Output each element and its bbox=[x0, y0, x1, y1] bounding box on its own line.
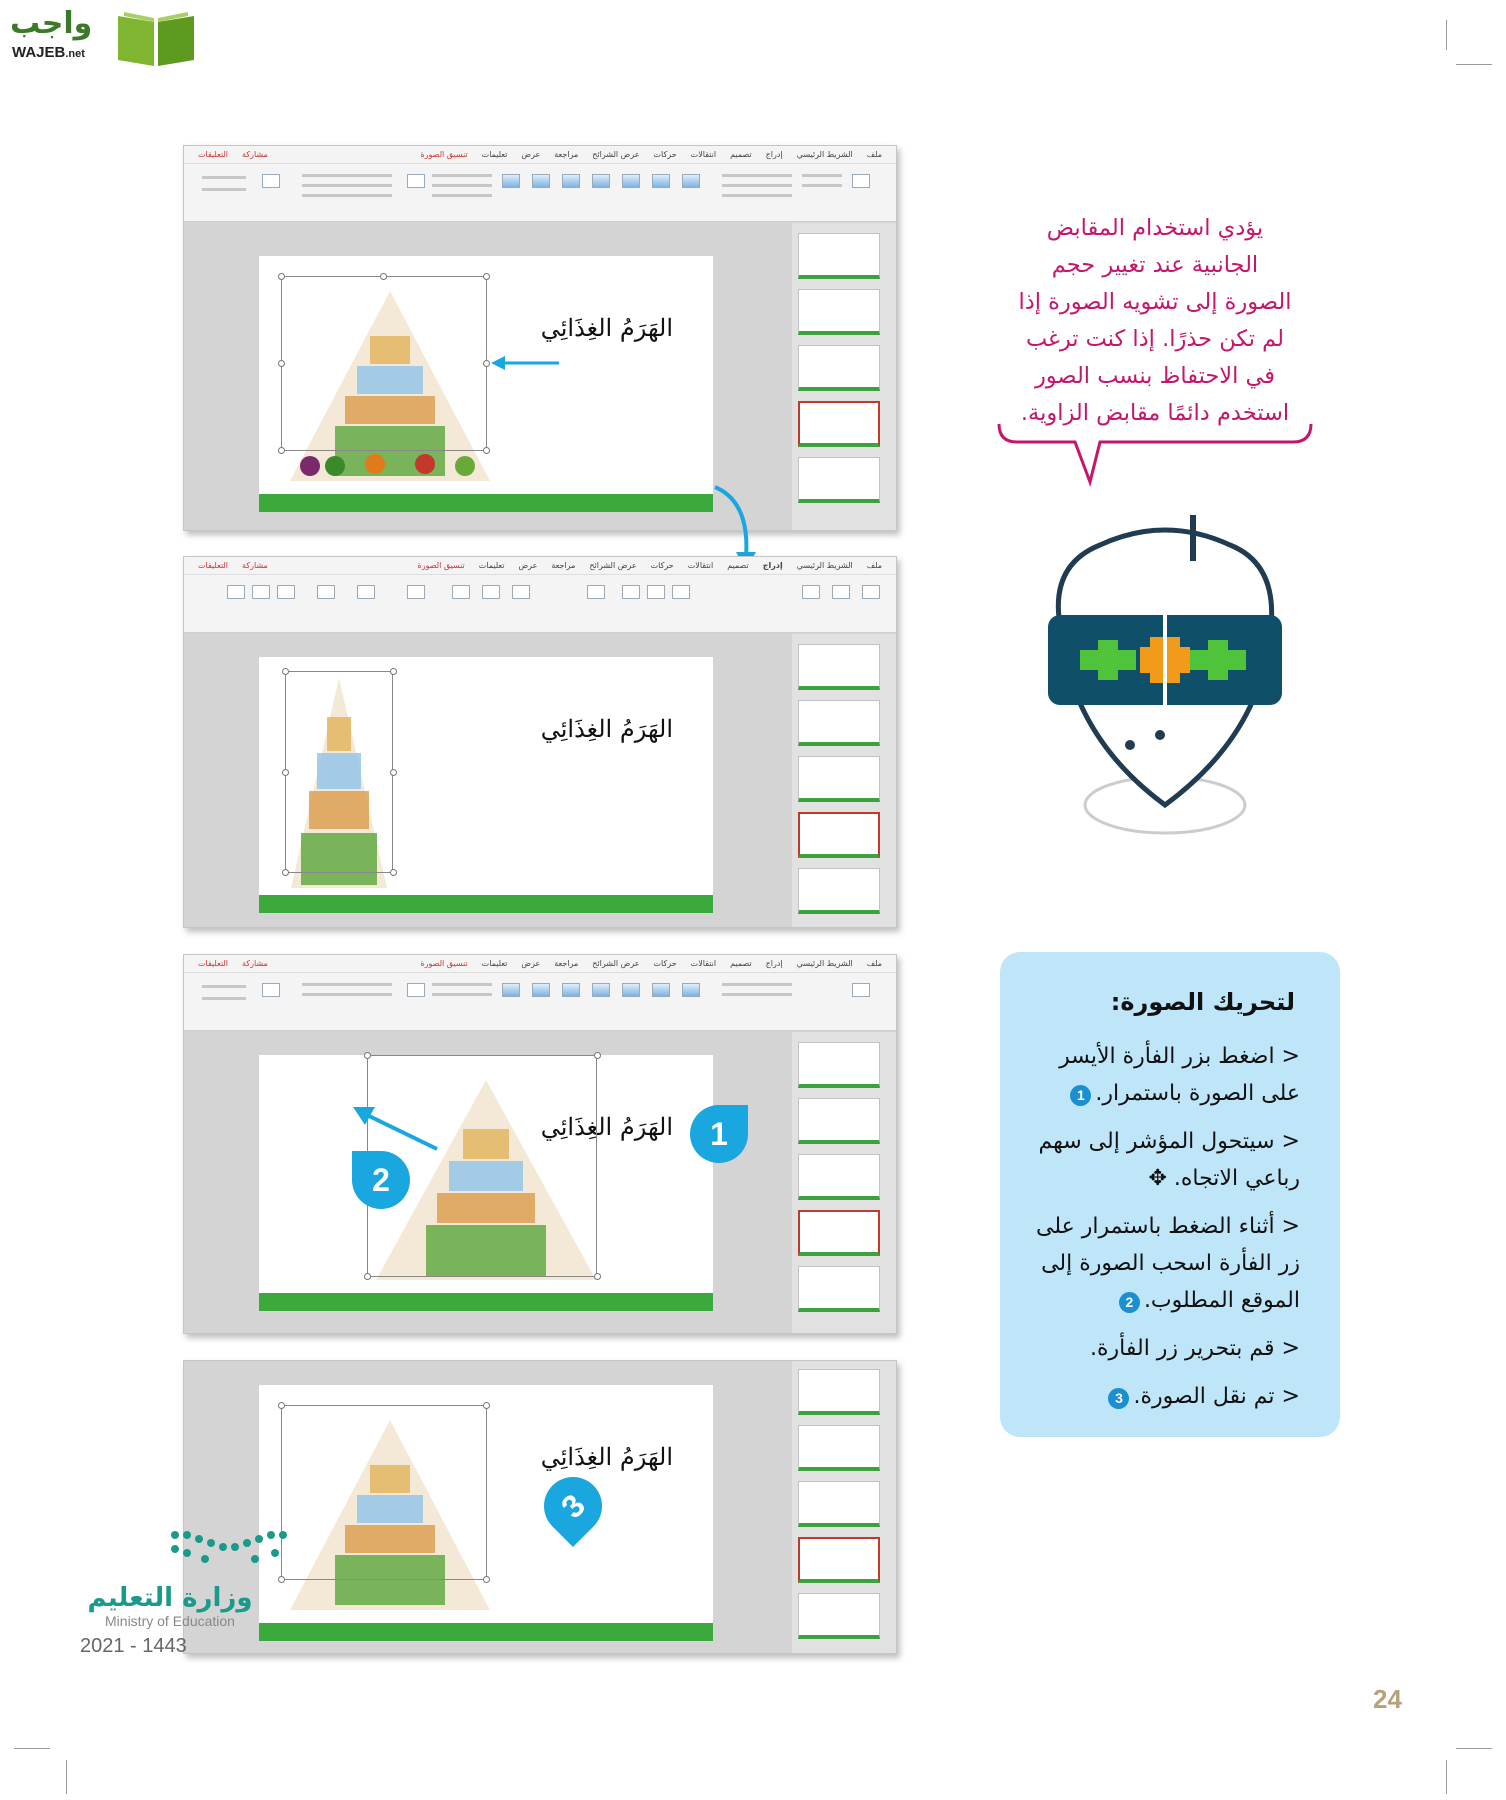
tab-help[interactable]: تعليمات bbox=[481, 959, 508, 968]
note-line: يؤدي استخدام المقابض bbox=[1046, 215, 1264, 241]
tab-review[interactable]: مراجعة bbox=[554, 150, 579, 159]
slide-thumb[interactable] bbox=[798, 1042, 880, 1088]
textbox-icon[interactable] bbox=[407, 585, 425, 599]
symbols-icon[interactable] bbox=[317, 585, 335, 599]
resize-handle[interactable] bbox=[278, 360, 285, 367]
ribbon bbox=[184, 557, 896, 633]
crop-icon[interactable] bbox=[262, 983, 280, 997]
resize-handle[interactable] bbox=[390, 869, 397, 876]
link-icon[interactable] bbox=[512, 585, 530, 599]
picture-style-icon[interactable] bbox=[562, 983, 580, 997]
wordart-icon[interactable] bbox=[357, 585, 375, 599]
slide-thumb-selected[interactable] bbox=[798, 1210, 880, 1256]
slide-canvas bbox=[259, 657, 713, 913]
ministry-name-ar: وزارة التعليم bbox=[87, 1583, 253, 1613]
picture-style-icon[interactable] bbox=[652, 174, 670, 188]
new-slide-icon[interactable] bbox=[862, 585, 880, 599]
tab-home[interactable]: الشريط الرئيسي bbox=[796, 561, 853, 570]
video-icon[interactable] bbox=[277, 585, 295, 599]
steps-panel bbox=[1000, 952, 1340, 1437]
slide-thumb[interactable] bbox=[798, 868, 880, 914]
screenshot-2 bbox=[183, 556, 897, 928]
slide-thumb[interactable] bbox=[798, 345, 880, 391]
tab-home[interactable]: الشريط الرئيسي bbox=[796, 959, 853, 968]
alt-text-icon[interactable] bbox=[407, 174, 425, 188]
slide-green-bar bbox=[259, 1293, 713, 1311]
slide-title[interactable]: الهَرَمُ الغِذَائِي bbox=[540, 1113, 673, 1141]
ribbon-tools bbox=[192, 579, 888, 625]
slide-canvas bbox=[259, 256, 713, 512]
ribbon-tools bbox=[192, 168, 888, 214]
slide-thumb[interactable] bbox=[798, 457, 880, 503]
crop-mark bbox=[1456, 64, 1492, 65]
note-line: في الاحتفاظ بنسب الصور bbox=[1034, 363, 1276, 389]
3d-models-icon[interactable] bbox=[622, 585, 640, 599]
crop-mark bbox=[1446, 1760, 1447, 1794]
tab-file[interactable]: ملف bbox=[866, 150, 882, 159]
resize-handle[interactable] bbox=[380, 273, 387, 280]
step-marker: 1 bbox=[690, 1105, 748, 1163]
icons-icon[interactable] bbox=[647, 585, 665, 599]
picture-style-icon[interactable] bbox=[652, 983, 670, 997]
slide-green-bar bbox=[259, 1623, 713, 1641]
slide-thumbnails bbox=[792, 634, 896, 927]
step-item: < تم نقل الصورة.3 bbox=[1035, 1378, 1300, 1415]
screen-recording-icon[interactable] bbox=[227, 585, 245, 599]
tab-picture-format[interactable]: تنسيق الصورة bbox=[417, 561, 465, 570]
picture-style-icon[interactable] bbox=[532, 174, 550, 188]
note-line: لم تكن حذرًا. إذا كنت ترغب bbox=[1025, 326, 1285, 352]
ribbon-tabs bbox=[184, 557, 896, 575]
slide-thumbnails bbox=[792, 1361, 896, 1653]
resize-handle[interactable] bbox=[483, 447, 490, 454]
picture-style-icon[interactable] bbox=[682, 983, 700, 997]
step-marker: 3 bbox=[532, 1465, 614, 1547]
move-cursor-icon: ✥ bbox=[1148, 1166, 1174, 1191]
comment-icon[interactable] bbox=[452, 585, 470, 599]
tab-design[interactable]: تصميم bbox=[727, 561, 749, 570]
resize-handle[interactable] bbox=[483, 273, 490, 280]
tab-picture-format[interactable]: تنسيق الصورة bbox=[420, 959, 468, 968]
step-item: < أثناء الضغط باستمرار على زر الفأرة اسحب الصورة إلى الموقع المطلوب.2 bbox=[1035, 1208, 1300, 1319]
step-marker: 2 bbox=[352, 1151, 410, 1209]
tab-transitions[interactable]: انتقالات bbox=[687, 561, 714, 570]
slide-title[interactable]: الهَرَمُ الغِذَائِي bbox=[540, 314, 673, 342]
alt-text-icon[interactable] bbox=[407, 983, 425, 997]
slide-thumb-selected[interactable] bbox=[798, 1537, 880, 1583]
comments-button[interactable]: التعليقات bbox=[198, 150, 229, 159]
tab-home[interactable]: الشريط الرئيسي bbox=[796, 150, 853, 159]
slide-thumb[interactable] bbox=[798, 233, 880, 279]
share-button[interactable]: مشاركة bbox=[242, 561, 268, 570]
tab-review[interactable]: مراجعة bbox=[554, 959, 579, 968]
slide-thumb[interactable] bbox=[798, 1098, 880, 1144]
table-icon[interactable] bbox=[832, 585, 850, 599]
book-icon bbox=[114, 8, 198, 66]
slide-thumb[interactable] bbox=[798, 644, 880, 690]
ministry-logo bbox=[80, 1525, 260, 1658]
robot-mascot-image bbox=[1040, 505, 1290, 865]
slide-thumb[interactable] bbox=[798, 1425, 880, 1471]
tab-animations[interactable]: حركات bbox=[650, 561, 674, 570]
remove-bg-icon[interactable] bbox=[852, 174, 870, 188]
picture-style-icon[interactable] bbox=[502, 174, 520, 188]
tab-help[interactable]: تعليمات bbox=[478, 561, 505, 570]
resize-handle[interactable] bbox=[483, 1402, 490, 1409]
tip-note bbox=[990, 210, 1320, 432]
resize-handle[interactable] bbox=[364, 1273, 371, 1280]
picture-style-icon[interactable] bbox=[562, 174, 580, 188]
arrow-icon bbox=[491, 356, 561, 370]
tab-animations[interactable]: حركات bbox=[653, 959, 677, 968]
tab-file[interactable]: ملف bbox=[866, 561, 882, 570]
tab-animations[interactable]: حركات bbox=[653, 150, 677, 159]
slide-canvas bbox=[259, 1385, 713, 1641]
step-item: < سيتحول المؤشر إلى سهم رباعي الاتجاه. ✥ bbox=[1035, 1123, 1300, 1197]
slide-thumb[interactable] bbox=[798, 1369, 880, 1415]
screenshot-4 bbox=[183, 1360, 897, 1654]
resize-handle[interactable] bbox=[278, 447, 285, 454]
resize-handle[interactable] bbox=[282, 668, 289, 675]
tab-review[interactable]: مراجعة bbox=[551, 561, 576, 570]
slide-thumbnails bbox=[792, 223, 896, 530]
picture-style-icon[interactable] bbox=[622, 174, 640, 188]
resize-handle[interactable] bbox=[594, 1052, 601, 1059]
ministry-name-en: Ministry of Education bbox=[105, 1613, 235, 1629]
share-button[interactable]: مشاركة bbox=[242, 959, 268, 968]
resize-handle[interactable] bbox=[483, 360, 490, 367]
step-item: < اضغط بزر الفأرة الأيسر على الصورة باستمرار.1 bbox=[1035, 1038, 1300, 1112]
crop-icon[interactable] bbox=[262, 174, 280, 188]
resize-handle[interactable] bbox=[364, 1052, 371, 1059]
slide-thumb[interactable] bbox=[798, 1481, 880, 1527]
ribbon-tabs bbox=[184, 146, 896, 164]
tab-view[interactable]: عرض bbox=[521, 959, 541, 968]
screenshot-3 bbox=[183, 954, 897, 1334]
audio-icon[interactable] bbox=[252, 585, 270, 599]
slide-thumb[interactable] bbox=[798, 1266, 880, 1312]
step-badge: 3 bbox=[1108, 1388, 1129, 1409]
picture-style-icon[interactable] bbox=[682, 174, 700, 188]
resize-handle[interactable] bbox=[278, 1402, 285, 1409]
slide-green-bar bbox=[259, 895, 713, 913]
resize-handle[interactable] bbox=[278, 1576, 285, 1583]
resize-handle[interactable] bbox=[278, 273, 285, 280]
picture-style-icon[interactable] bbox=[592, 983, 610, 997]
remove-bg-icon[interactable] bbox=[852, 983, 870, 997]
note-line: الجانبية عند تغيير حجم bbox=[1051, 252, 1259, 278]
screenshot-1 bbox=[183, 145, 897, 531]
tab-transitions[interactable]: انتقالات bbox=[690, 959, 717, 968]
resize-handle[interactable] bbox=[282, 769, 289, 776]
steps-title: لتحريك الصورة: bbox=[1110, 988, 1295, 1016]
picture-style-icon[interactable] bbox=[532, 983, 550, 997]
picture-style-icon[interactable] bbox=[502, 983, 520, 997]
wajeb-logo bbox=[10, 6, 190, 68]
drag-arrow-icon bbox=[353, 1105, 443, 1155]
slide-thumb[interactable] bbox=[798, 289, 880, 335]
ribbon bbox=[184, 955, 896, 1031]
tab-help[interactable]: تعليمات bbox=[481, 150, 508, 159]
slide-title[interactable]: الهَرَمُ الغِذَائِي bbox=[540, 715, 673, 743]
crop-mark bbox=[1456, 1748, 1492, 1749]
note-line: استخدم دائمًا مقابض الزاوية. bbox=[1020, 400, 1290, 426]
picture-style-icon[interactable] bbox=[592, 174, 610, 188]
tab-design[interactable]: تصميم bbox=[730, 959, 752, 968]
ribbon bbox=[184, 146, 896, 222]
tab-insert[interactable]: إدراج bbox=[762, 561, 783, 570]
comments-button[interactable]: التعليقات bbox=[198, 561, 229, 570]
resize-handle[interactable] bbox=[483, 1576, 490, 1583]
resize-handle[interactable] bbox=[594, 1273, 601, 1280]
slide-thumbnails bbox=[792, 1032, 896, 1333]
shapes-icon[interactable] bbox=[672, 585, 690, 599]
step-item: < قم بتحرير زر الفأرة. bbox=[1035, 1330, 1300, 1367]
tab-view[interactable]: عرض bbox=[521, 150, 541, 159]
tab-insert[interactable]: إدراج bbox=[765, 150, 783, 159]
slide-canvas bbox=[259, 1055, 713, 1311]
ministry-year: 2021 - 1443 bbox=[80, 1635, 187, 1657]
resize-handle[interactable] bbox=[282, 869, 289, 876]
crop-mark bbox=[66, 1760, 67, 1794]
tab-slideshow[interactable]: عرض الشرائح bbox=[589, 561, 637, 570]
step-badge: 2 bbox=[1119, 1292, 1140, 1313]
slide-thumb-selected[interactable] bbox=[798, 812, 880, 858]
tab-transitions[interactable]: انتقالات bbox=[690, 150, 717, 159]
logo-text-ar: واجب bbox=[10, 6, 93, 41]
selection-box[interactable] bbox=[285, 671, 393, 873]
ribbon-tabs bbox=[184, 955, 896, 973]
tab-file[interactable]: ملف bbox=[866, 959, 882, 968]
slide-thumb[interactable] bbox=[798, 1593, 880, 1639]
ribbon-tools bbox=[192, 977, 888, 1023]
slide-thumb[interactable] bbox=[798, 1154, 880, 1200]
crop-mark bbox=[1446, 20, 1447, 50]
tab-slideshow[interactable]: عرض الشرائح bbox=[592, 150, 640, 159]
slide-thumb-selected[interactable] bbox=[798, 401, 880, 447]
resize-handle[interactable] bbox=[390, 769, 397, 776]
comments-button[interactable]: التعليقات bbox=[198, 959, 229, 968]
tab-insert[interactable]: إدراج bbox=[765, 959, 783, 968]
step-badge: 1 bbox=[1070, 1085, 1091, 1106]
tab-picture-format[interactable]: تنسيق الصورة bbox=[420, 150, 468, 159]
action-icon[interactable] bbox=[482, 585, 500, 599]
tab-slideshow[interactable]: عرض الشرائح bbox=[592, 959, 640, 968]
tab-design[interactable]: تصميم bbox=[730, 150, 752, 159]
logo-text-en: WAJEB.net bbox=[12, 44, 85, 61]
slide-thumb[interactable] bbox=[798, 700, 880, 746]
crop-mark bbox=[14, 1748, 50, 1749]
share-button[interactable]: مشاركة bbox=[242, 150, 268, 159]
pictures-icon[interactable] bbox=[802, 585, 820, 599]
slide-thumb[interactable] bbox=[798, 756, 880, 802]
page-number: 24 bbox=[1373, 1684, 1402, 1714]
smartart-icon[interactable] bbox=[587, 585, 605, 599]
slide-title[interactable]: الهَرَمُ الغِذَائِي bbox=[540, 1443, 673, 1471]
picture-style-icon[interactable] bbox=[622, 983, 640, 997]
selection-box[interactable] bbox=[281, 276, 487, 451]
note-line: الصورة إلى تشويه الصورة إذا bbox=[1018, 289, 1292, 315]
tab-view[interactable]: عرض bbox=[518, 561, 538, 570]
ministry-dots-icon bbox=[165, 1525, 325, 1575]
resize-handle[interactable] bbox=[390, 668, 397, 675]
speech-bracket-icon bbox=[995, 420, 1315, 490]
steps-list bbox=[1035, 1038, 1300, 1426]
slide-green-bar bbox=[259, 494, 713, 512]
